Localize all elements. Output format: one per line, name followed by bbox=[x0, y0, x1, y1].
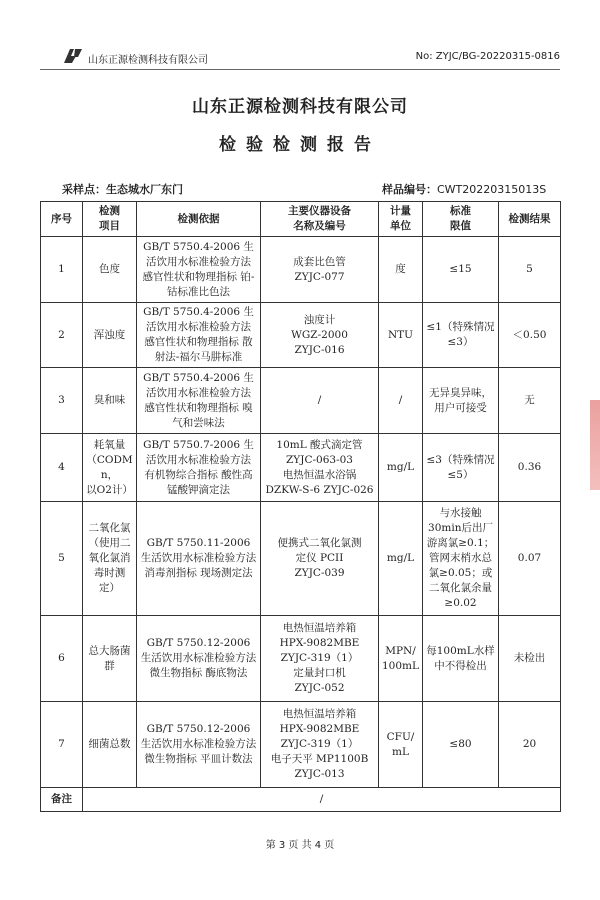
cell-result: 0.36 bbox=[499, 434, 561, 502]
table-row bbox=[41, 434, 561, 502]
cell-result: 未检出 bbox=[499, 616, 561, 702]
cell-item: 总大肠菌 群 bbox=[83, 616, 137, 702]
cell-basis: GB/T 5750.7-2006 生活饮用水标准检验方法 有机物综合指标 酸性高锰酸钾滴定法 bbox=[137, 434, 261, 502]
header-company-name: 山东正源检测科技有限公司 bbox=[88, 55, 208, 66]
cell-basis: GB/T 5750.4-2006 生活饮用水标准检验方法 感官性状和物理指标 散射法-福尔马肼标准 bbox=[137, 303, 261, 368]
cell-unit: mg/L bbox=[379, 434, 423, 502]
cell-result: 无 bbox=[499, 368, 561, 434]
sample-number bbox=[382, 181, 546, 197]
cell-instrument: 浊度计 WGZ-2000 ZYJC-016 bbox=[261, 303, 379, 368]
cell-instrument: 成套比色管 ZYJC-077 bbox=[261, 237, 379, 303]
remark-label: 备注 bbox=[41, 788, 83, 812]
page-number: 第 3 页 共 4 页 bbox=[265, 840, 335, 851]
cell-unit: / bbox=[379, 368, 423, 434]
header-item: 检测 项目 bbox=[83, 202, 137, 237]
cell-instrument: 10mL 酸式滴定管 ZYJC-063-03 电热恒温水浴锅 DZKW-S-6 ZYJC-026 bbox=[261, 434, 379, 502]
cell-unit: CFU/mL bbox=[379, 702, 423, 788]
cell-item: 耗氧量 （CODMn， 以O2计） bbox=[83, 434, 137, 502]
cell-basis: GB/T 5750.12-2006 生活饮用水标准检验方法 微生物指标 平皿计数法 bbox=[137, 702, 261, 788]
cell-result: 20 bbox=[499, 702, 561, 788]
header-instrument: 主要仪器设备 名称及编号 bbox=[261, 202, 379, 237]
cell-basis: GB/T 5750.4-2006 生活饮用水标准检验方法 感官性状和物理指标 嗅气和尝味法 bbox=[137, 368, 261, 434]
report-title: 检验检测报告 bbox=[219, 135, 381, 155]
cell-result: 0.07 bbox=[499, 502, 561, 616]
header-limit: 标准 限值 bbox=[423, 202, 499, 237]
table-row bbox=[41, 237, 561, 303]
header-seq: 序号 bbox=[41, 202, 83, 237]
cell-seq: 2 bbox=[41, 303, 83, 368]
cell-seq: 5 bbox=[41, 502, 83, 616]
table-row bbox=[41, 502, 561, 616]
cell-seq: 7 bbox=[41, 702, 83, 788]
remark-row bbox=[41, 788, 561, 812]
cell-result: 5 bbox=[499, 237, 561, 303]
cell-item: 色度 bbox=[83, 237, 137, 303]
sampling-point: 采样点：生态城水厂东门 bbox=[62, 183, 183, 196]
cell-item: 二氧化氯 （使用二 氧化氯消 毒时测 定） bbox=[83, 502, 137, 616]
cell-seq: 6 bbox=[41, 616, 83, 702]
cell-unit: NTU bbox=[379, 303, 423, 368]
cell-seq: 1 bbox=[41, 237, 83, 303]
cell-instrument: / bbox=[261, 368, 379, 434]
company-title: 山东正源检测科技有限公司 bbox=[192, 97, 408, 117]
cell-result: ＜0.50 bbox=[499, 303, 561, 368]
cell-limit: 无异臭异味， 用户可接受 bbox=[423, 368, 499, 434]
cell-unit: 度 bbox=[379, 237, 423, 303]
company-logo-icon bbox=[62, 47, 84, 65]
cell-limit: ≤3（特殊情况≤5） bbox=[423, 434, 499, 502]
cell-basis: GB/T 5750.4-2006 生活饮用水标准检验方法 感官性状和物理指标 铂-钴标准比色法 bbox=[137, 237, 261, 303]
table-header-row bbox=[41, 202, 561, 237]
table-row bbox=[41, 702, 561, 788]
header-result: 检测结果 bbox=[499, 202, 561, 237]
table-row bbox=[41, 368, 561, 434]
cell-unit: MPN/ 100mL bbox=[379, 616, 423, 702]
page-header bbox=[40, 45, 560, 70]
table-row bbox=[41, 616, 561, 702]
red-stamp-mark bbox=[590, 400, 600, 490]
cell-limit: 与水接触 30min后出厂 游离氯≥0.1； 管网末梢水总 氯≥0.05；或 二氧化氯余量 ≥0.02 bbox=[423, 502, 499, 616]
test-results-table bbox=[40, 201, 561, 812]
header-basis: 检测依据 bbox=[137, 202, 261, 237]
cell-basis: GB/T 5750.12-2006 生活饮用水标准检验方法 微生物指标 酶底物法 bbox=[137, 616, 261, 702]
sample-number-label: 样品编号： bbox=[382, 183, 437, 196]
cell-seq: 4 bbox=[41, 434, 83, 502]
cell-item: 臭和味 bbox=[83, 368, 137, 434]
remark-value: / bbox=[83, 788, 561, 812]
cell-item: 浑浊度 bbox=[83, 303, 137, 368]
cell-seq: 3 bbox=[41, 368, 83, 434]
cell-instrument: 电热恒温培养箱 HPX-9082MBE ZYJC-319（1） 电子天平 MP1100B ZYJC-013 bbox=[261, 702, 379, 788]
cell-limit: ≤1（特殊情况≤3） bbox=[423, 303, 499, 368]
cell-basis: GB/T 5750.11-2006 生活饮用水标准检验方法 消毒剂指标 现场测定法 bbox=[137, 502, 261, 616]
sample-number-value: CWT20220315013S bbox=[437, 183, 547, 196]
cell-limit: 每100mL水样 中不得检出 bbox=[423, 616, 499, 702]
cell-limit: ≤15 bbox=[423, 237, 499, 303]
header-unit: 计量 单位 bbox=[379, 202, 423, 237]
cell-instrument: 便携式二氧化氯测 定仪 PCII ZYJC-039 bbox=[261, 502, 379, 616]
cell-limit: ≤80 bbox=[423, 702, 499, 788]
cell-instrument: 电热恒温培养箱 HPX-9082MBE ZYJC-319（1） 定量封口机 ZYJC-052 bbox=[261, 616, 379, 702]
cell-unit: mg/L bbox=[379, 502, 423, 616]
table-row bbox=[41, 303, 561, 368]
report-number: No: ZYJC/BG-20220315-0816 bbox=[415, 51, 560, 62]
cell-item: 细菌总数 bbox=[83, 702, 137, 788]
